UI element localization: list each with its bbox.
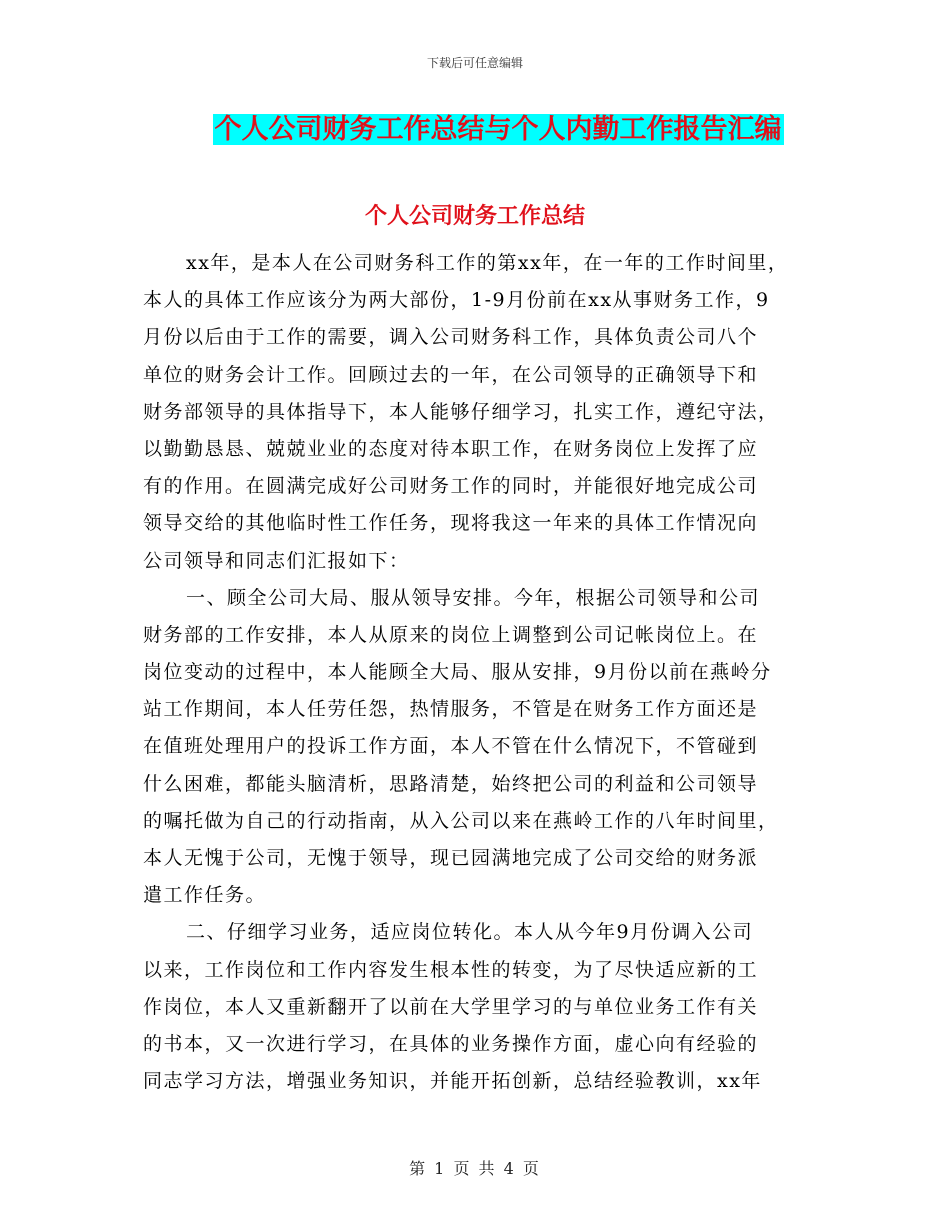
page-footer-number: 第 1 页 共 4 页 xyxy=(409,1159,541,1178)
body-line: 岗位变动的过程中，本人能顾全大局、服从安排，9月份以前在燕岭分 xyxy=(143,661,772,684)
body-line: 本人的具体工作应该分为两大部份，1-9月份前在xx从事财务工作，9 xyxy=(143,289,770,312)
body-line: xx年，是本人在公司财务科工作的第xx年，在一年的工作时间里， xyxy=(186,252,789,274)
body-line: 以来，工作岗位和工作内容发生根本性的转变，为了尽快适应新的工 xyxy=(143,958,759,981)
body-line: 什么困难，都能头脑清析，思路清楚，始终把公司的利益和公司领导 xyxy=(143,772,759,795)
body-line: 本人无愧于公司，无愧于领导，现已园满地完成了公司交给的财务派 xyxy=(143,847,759,869)
body-line: 财务部领导的具体指导下，本人能够仔细学习，扎实工作，遵纪守法， xyxy=(143,400,779,423)
body-line: 财务部的工作安排，本人从原来的岗位上调整到公司记帐岗位上。在 xyxy=(143,623,759,646)
document-main-title xyxy=(0,111,950,149)
body-line: 的嘱托做为自己的行动指南，从入公司以来在燕岭工作的八年时间里， xyxy=(143,809,779,832)
main-title-highlight: 个人公司财务工作总结与个人内勤工作报告汇编 xyxy=(214,114,782,145)
body-line: 二、仔细学习业务，适应岗位转化。本人从今年9月份调入公司 xyxy=(186,921,754,944)
body-line: 在值班处理用户的投诉工作方面，本人不管在什么情况下，不管碰到 xyxy=(143,735,759,758)
body-line: 同志学习方法，增强业务知识，并能开拓创新，总结经验教训，xx年 xyxy=(143,1070,762,1093)
body-line: 以勤勤恳恳、兢兢业业的态度对待本职工作，在财务岗位上发挥了应 xyxy=(143,437,759,460)
body-line: 月份以后由于工作的需要，调入公司财务科工作，具体负责公司八个 xyxy=(143,326,759,349)
body-line: 遣工作任务。 xyxy=(143,884,267,907)
body-line: 领导交给的其他临时性工作任务，现将我这一年来的具体工作情况向 xyxy=(143,512,759,535)
body-line: 站工作期间，本人任劳任怨，热情服务，不管是在财务工作方面还是 xyxy=(143,698,759,721)
page-header-note: 下载后可任意编辑 xyxy=(426,56,523,70)
body-line: 一、顾全公司大局、服从领导安排。今年，根据公司领导和公司 xyxy=(186,586,761,609)
body-line: 的书本，又一次进行学习，在具体的业务操作方面，虚心向有经验的 xyxy=(143,1032,759,1055)
body-line: 单位的财务会计工作。回顾过去的一年，在公司领导的正确领导下和 xyxy=(143,363,759,386)
body-line: 公司领导和同志们汇报如下： xyxy=(143,549,410,572)
body-line: 有的作用。在圆满完成好公司财务工作的同时，并能很好地完成公司 xyxy=(143,475,759,498)
body-text xyxy=(143,245,823,1100)
section-title: 个人公司财务工作总结 xyxy=(364,204,585,229)
body-line: 作岗位，本人又重新翻开了以前在大学里学习的与单位业务工作有关 xyxy=(143,995,759,1018)
